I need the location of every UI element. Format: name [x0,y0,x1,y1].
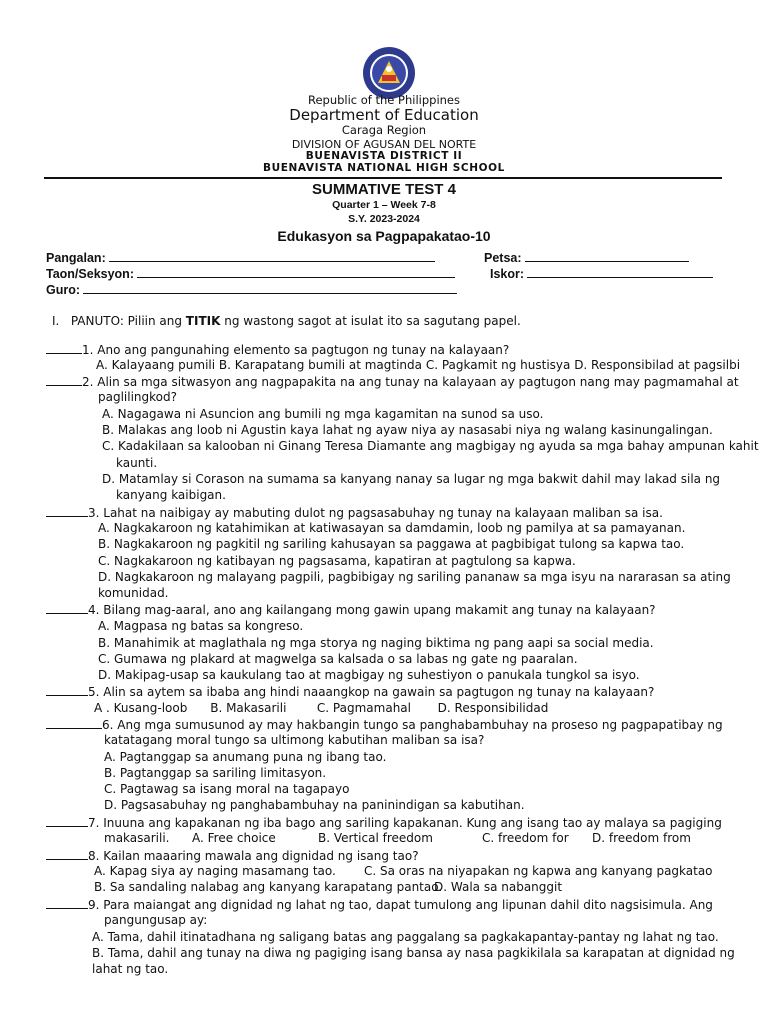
instructions-suffix: ng wastong sagot at isulat ito sa sagutang papel. [220,314,521,328]
question-9-choice-b-cont: lahat ng tao. [92,962,169,976]
question-2-choice-a: A. Nagagawa ni Asuncion ang bumili ng mga kagamitan na sunod sa uso. [102,407,544,421]
question-2-choice-d-cont: kanyang kaibigan. [116,488,226,502]
name-line[interactable] [109,250,435,262]
question-2-choice-b: B. Malakas ang loob ni Agustin kaya lahat ng ayaw niya ay nasasabi niya ng walang kasinungalingan. [102,423,713,437]
question-8-choice-c: C. Sa oras na niyapakan ng kapwa ang kanyang pagkatao [364,864,713,878]
question-9-stem-cont: pangungusap ay: [104,913,208,927]
answer-blank-7[interactable] [46,816,88,827]
question-7 [46,816,722,829]
question-4-stem: 4. Bilang mag-aaral, ano ang kailangang mong gawin upang makamit ang tunay na kalayaan? [88,603,656,617]
answer-blank-9[interactable] [46,898,88,909]
question-3-choice-c: C. Nagkakaroon ng katibayan ng pagsasama, kapatiran at pagtulong sa kapwa. [98,554,576,568]
question-1 [46,343,509,356]
section-label: Taon/Seksyon: [46,267,134,281]
question-9-choice-b: B. Tama, dahil ang tunay na diwa ng pagiging isang bansa ay nasa pagkikilala sa karapatan at dignidad ng [92,946,735,960]
question-3 [46,506,663,519]
question-7-choice-b: B. Vertical freedom [318,831,433,845]
question-3-choice-a: A. Nagkakaroon ng katahimikan at katiwasayan sa damdamin, loob ng pamilya at sa pamayanan. [98,521,686,535]
header-divider [44,177,722,179]
question-8-choice-d: D. Wala sa nabanggit [434,880,563,894]
header-school: BUENAVISTA NATIONAL HIGH SCHOOL [263,162,505,174]
test-school-year: S.Y. 2023-2024 [348,213,420,225]
question-6-choice-c: C. Pagtawag sa isang moral na tagapayo [104,782,350,796]
question-8-choice-a: A. Kapag siya ay naging masamang tao. [94,864,336,878]
question-3-choice-b: B. Nagkakaroon ng pagkitil ng sariling kahusayan sa paggawa at pagbibigat tulong sa kapwa tao. [98,537,685,551]
question-3-choice-d: D. Nagkakaroon ng malayang pagpili, pagbibigay ng sariling pananaw sa mga isyu na nararasan sa ating [98,570,731,584]
question-5-choices: A . Kusang-loob B. Makasarili C. Pagmamahal D. Responsibilidad [94,701,549,715]
question-1-stem: 1. Ano ang pangunahing elemento sa pagtugon ng tunay na kalayaan? [82,343,510,357]
header-department: Department of Education [289,106,479,124]
question-7-choice-c: C. freedom for [482,831,569,845]
test-title: SUMMATIVE TEST 4 [312,181,456,198]
date-line[interactable] [525,250,689,262]
question-5-stem: 5. Alin sa aytem sa ibaba ang hindi naaangkop na gawain sa pagtugon ng tunay na kalayaan? [88,685,655,699]
teacher-label: Guro: [46,283,81,297]
answer-blank-1[interactable] [46,343,82,354]
question-7-stem: 7. Inuuna ang kapakanan ng iba bago ang sariling kapakanan. Kung ang isang tao ay malaya sa pagiging [88,816,722,830]
date-field[interactable] [484,250,689,265]
question-6-stem: 6. Ang mga sumusunod ay may hakbangin tungo sa panghabambuhay na proseso ng pagpapatibay ng [102,718,723,732]
question-2-stem-cont: paglilingkod? [98,390,177,404]
question-2-stem: 2. Alin sa mga sitwasyon ang nagpapakita na ang tunay na kalayaan ay pagtugon nang may pagmamahal at [82,375,739,389]
question-7-choice-d: D. freedom from [592,831,691,845]
date-label: Petsa: [484,251,522,265]
instructions [52,315,521,327]
question-6-choice-d: D. Pagsasabuhay ng panghabambuhay na paninindigan sa kabutihan. [104,798,525,812]
question-6-stem-cont: katatagang moral tungo sa ultimong kabutihan maliban sa isa? [104,733,485,747]
instructions-emphasis: TITIK [185,314,221,328]
question-4 [46,603,656,616]
question-9 [46,898,713,911]
score-line[interactable] [527,266,713,278]
answer-blank-2[interactable] [46,375,82,386]
question-2-choice-c: C. Kadakilaan sa kalooban ni Ginang Teresa Diamante ang magbigay ng ayuda sa mga bahay ampunan kahit [102,439,759,453]
question-3-stem: 3. Lahat na naibigay ay mabuting dulot ng pagsasabuhay ng tunay na kalayaan maliban sa isa. [88,506,663,520]
question-2-choice-c-cont: kaunti. [116,456,158,470]
question-6 [46,718,723,731]
question-4-choice-a: A. Magpasa ng batas sa kongreso. [98,619,304,633]
question-4-choice-c: C. Gumawa ng plakard at magwelga sa kalsada o sa labas ng gate ng paaralan. [98,652,578,666]
answer-blank-3[interactable] [46,506,88,517]
score-field[interactable] [490,266,713,281]
question-5 [46,685,654,698]
question-8 [46,849,419,862]
test-quarter: Quarter 1 – Week 7-8 [332,199,436,211]
header-republic: Republic of the Philippines [307,93,461,107]
question-9-choice-a: A. Tama, dahil itinatadhana ng saligang batas ang paggalang sa pagkakapantay-pantay ng lahat ng tao. [92,930,719,944]
question-7-stem-cont: makasarili. [104,831,170,845]
instructions-prefix: PANUTO: Piliin ang [70,314,186,328]
section-line[interactable] [137,266,455,278]
question-6-choice-b: B. Pagtanggap sa sariling limitasyon. [104,766,327,780]
answer-blank-5[interactable] [46,685,88,696]
answer-blank-4[interactable] [46,603,88,614]
header-district: BUENAVISTA DISTRICT II [305,150,463,162]
answer-blank-6[interactable] [46,718,102,729]
teacher-field[interactable] [46,282,457,297]
answer-blank-8[interactable] [46,849,88,860]
score-label: Iskor: [490,267,525,281]
question-4-choice-b: B. Manahimik at maglathala ng mga storya ng naging biktima ng pang aapi sa social media. [98,636,654,650]
teacher-line[interactable] [83,282,457,294]
question-9-stem: 9. Para maiangat ang dignidad ng lahat ng tao, dapat tumulong ang lipunan dahil dito nagsisimula. Ang [88,898,713,912]
question-8-choice-b: B. Sa sandaling nalabag ang kanyang karapatang pantao. [94,880,443,894]
question-3-choice-d-cont: komunidad. [98,586,169,600]
question-2 [46,375,739,388]
question-7-choice-a: A. Free choice [192,831,276,845]
name-field[interactable] [46,250,435,265]
header-division: DIVISION OF AGUSAN DEL NORTE [291,138,477,151]
question-2-choice-d: D. Matamlay si Corason na sumama sa kanyang nanay sa lugar ng mga bakwit dahil may lakad sila ng [102,472,721,486]
name-label: Pangalan: [46,251,106,265]
question-6-choice-a: A. Pagtanggap sa anumang puna ng ibang tao. [104,750,387,764]
question-8-stem: 8. Kailan maaaring mawala ang dignidad ng isang tao? [88,849,419,863]
test-subject: Edukasyon sa Pagpapakatao-10 [277,228,491,244]
header-region: Caraga Region [341,123,427,137]
section-field[interactable] [46,266,455,281]
question-4-choice-d: D. Makipag-usap sa kaukulang tao at magbigay ng suhestiyon o panukala tungkol sa isyo. [98,668,640,682]
question-1-choices: A. Kalayaang pumili B. Karapatang bumili at magtinda C. Pagkamit ng hustisya D. Responsibilad at pagsilbi [96,358,741,372]
instructions-number: I. [52,314,60,328]
